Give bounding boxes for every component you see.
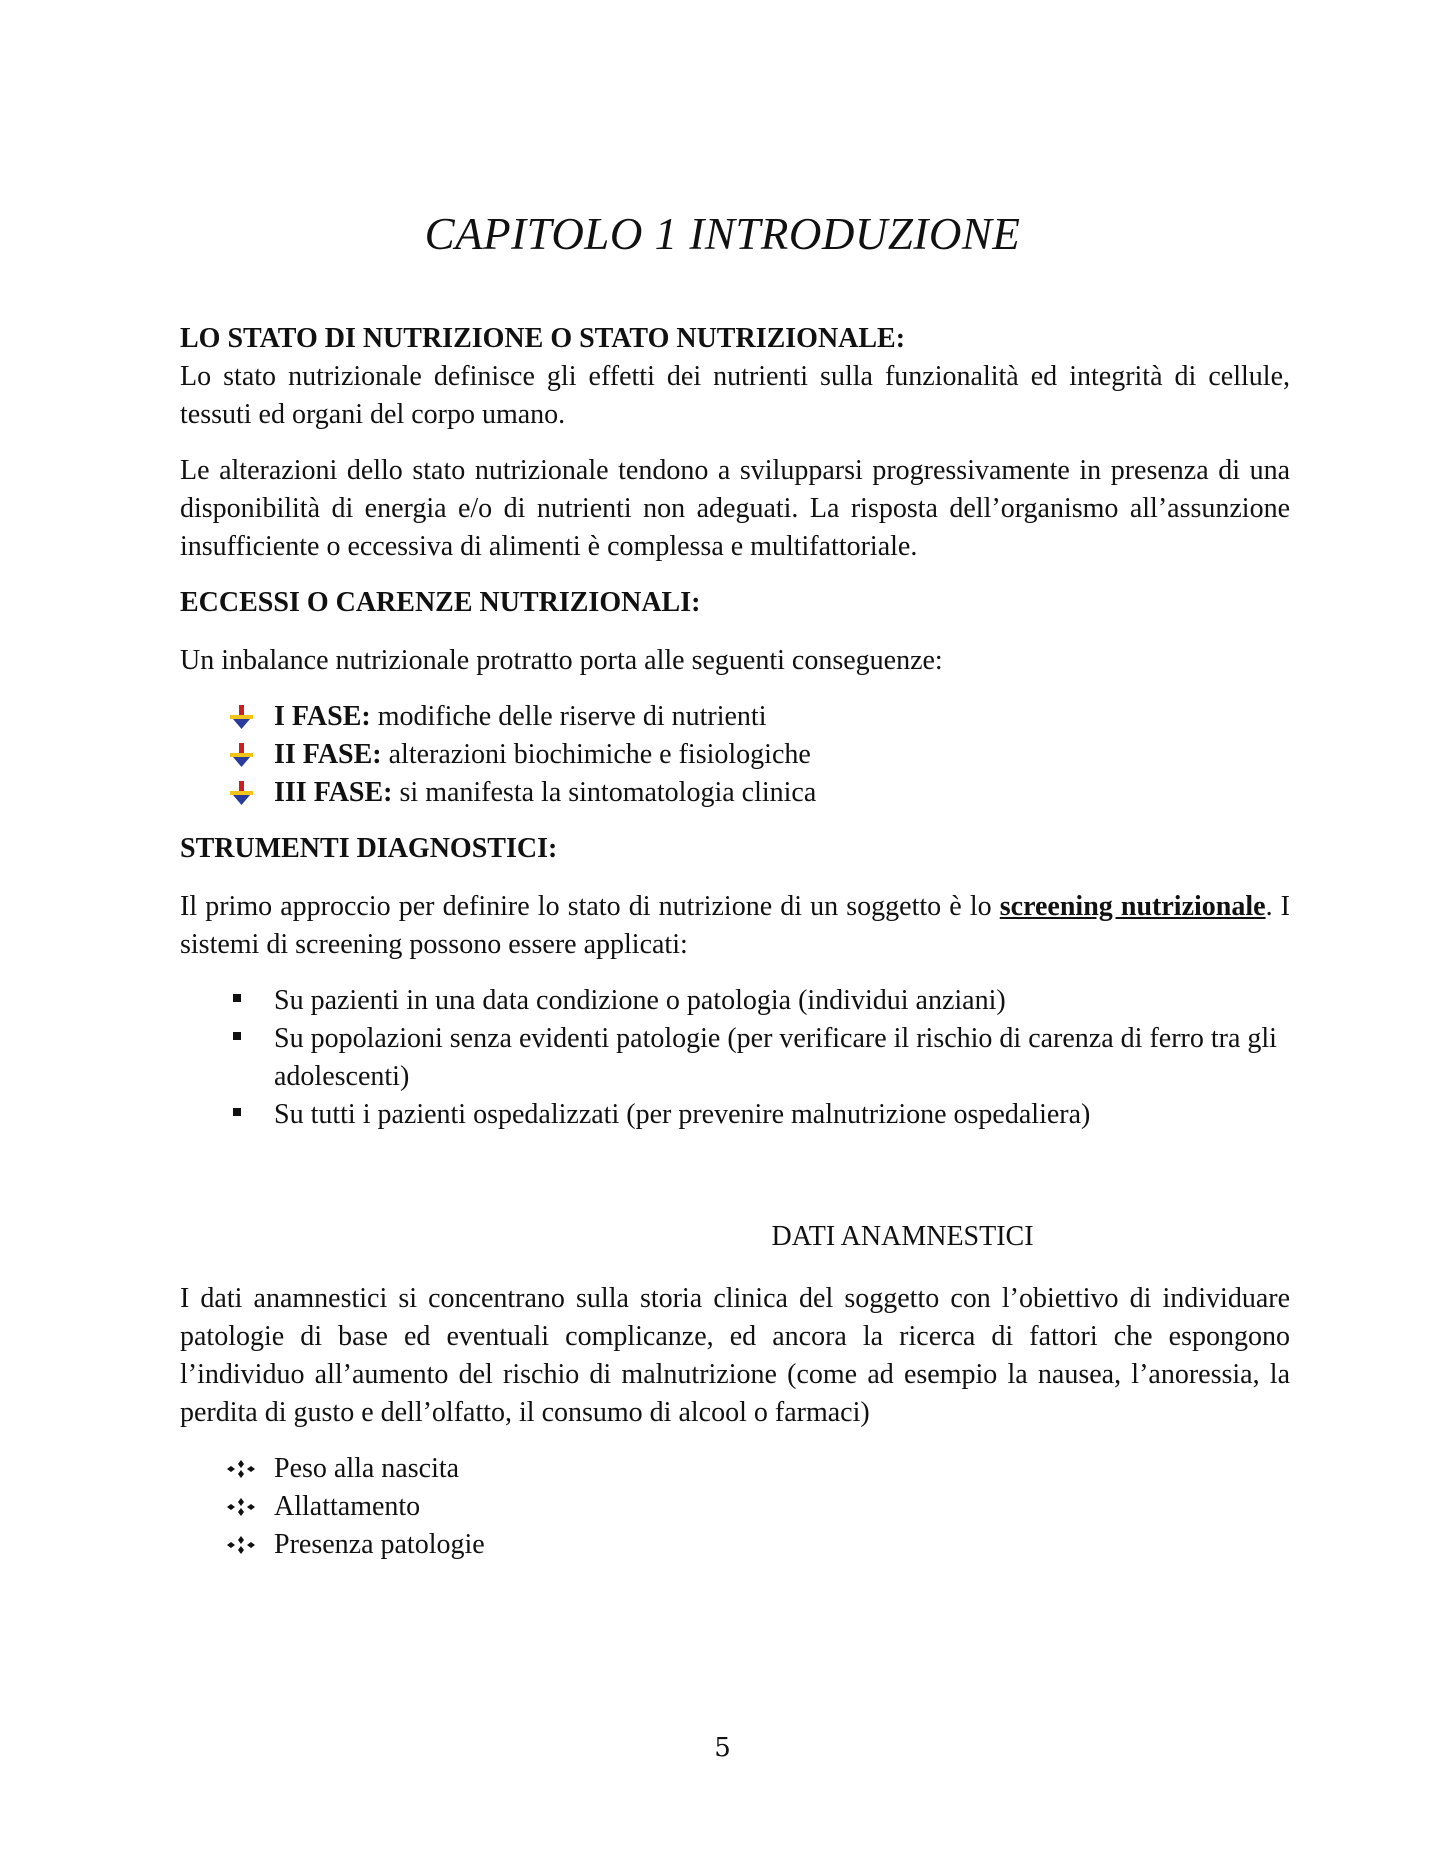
list-item-text: Presenza patologie xyxy=(274,1529,485,1560)
phase-text: alterazioni biochimiche e fisiologiche xyxy=(388,739,811,770)
diamond-bullet-icon xyxy=(226,1450,256,1488)
page-number: 5 xyxy=(714,1733,731,1763)
arrow-down-icon xyxy=(226,698,256,736)
list-item-text: Su pazienti in una data condizione o patologia (individui anziani) xyxy=(274,985,1006,1016)
section-heading-strumenti-diagnostici: STRUMENTI DIAGNOSTICI: xyxy=(180,833,558,864)
bullet-list xyxy=(180,982,1290,1134)
section-heading-stato-nutrizione: LO STATO DI NUTRIZIONE O STATO NUTRIZIONALE: xyxy=(180,323,906,354)
paragraph: Un inbalance nutrizionale protratto porta alle seguenti conseguenze: xyxy=(180,645,943,676)
paragraph xyxy=(180,888,1290,964)
diamond-bullet-icon xyxy=(226,1488,256,1526)
section-heading-eccessi-carenze: ECCESSI O CARENZE NUTRIZIONALI: xyxy=(180,587,701,618)
diamond-bullet-icon xyxy=(226,1526,256,1564)
chapter-title: CAPITOLO 1 INTRODUZIONE xyxy=(424,209,1021,260)
section-heading-dati-anamnestici: DATI ANAMNESTICI xyxy=(771,1221,1034,1252)
arrow-down-icon xyxy=(226,774,256,812)
page-content xyxy=(180,320,1290,1564)
list-item xyxy=(180,1020,1290,1096)
list-item xyxy=(180,1488,1290,1526)
list-item xyxy=(180,982,1290,1020)
list-item-text: Allattamento xyxy=(274,1491,421,1522)
list-item xyxy=(180,774,1290,812)
list-item-text: Su popolazioni senza evidenti patologie (per verificare il rischio di carenza di ferro tra gli adolescenti) xyxy=(274,1023,1277,1092)
list-item xyxy=(180,1526,1290,1564)
paragraph: Lo stato nutrizionale definisce gli effetti dei nutrienti sulla funzionalità ed integrità di cellule, tessuti ed organi del corpo umano. xyxy=(180,361,1290,430)
paragraph: Le alterazioni dello stato nutrizionale tendono a svilupparsi progressivamente in presenza di una disponibilità di energia e/o di nutrienti non adeguati. La risposta dell’organismo all’assunzione insufficiente o eccessiva di alimenti è complessa e multifattoriale. xyxy=(180,455,1290,562)
list-item-text: Su tutti i pazienti ospedalizzati (per prevenire malnutrizione ospedaliera) xyxy=(274,1099,1091,1130)
phase-label: I FASE: xyxy=(274,701,371,732)
paragraph: I dati anamnestici si concentrano sulla storia clinica del soggetto con l’obiettivo di individuare patologie di base ed eventuali complicanze, ed ancora la ricerca di fattori che espongono l’individuo all’aumento del rischio di malnutrizione (come ad esempio la nausea, l’anoressia, la perdita di gusto e dell’olfatto, il consumo di alcool o farmaci) xyxy=(180,1283,1290,1428)
phase-list xyxy=(180,698,1290,812)
phase-text: si manifesta la sintomatologia clinica xyxy=(399,777,817,808)
phase-label: II FASE: xyxy=(274,739,382,770)
square-bullet-icon xyxy=(226,1096,256,1134)
diamond-list xyxy=(180,1450,1290,1564)
arrow-down-icon xyxy=(226,736,256,774)
paragraph-text: Il primo approccio per definire lo stato di nutrizione di un soggetto è lo xyxy=(180,891,992,922)
paragraph-text: . I sistemi di screening possono essere applicati: xyxy=(180,891,1291,960)
square-bullet-icon xyxy=(226,982,256,1020)
list-item xyxy=(180,736,1290,774)
list-item xyxy=(180,1450,1290,1488)
screening-term: screening nutrizionale xyxy=(999,891,1266,922)
phase-label: III FASE: xyxy=(274,777,393,808)
list-item xyxy=(180,1096,1290,1134)
list-item-text: Peso alla nascita xyxy=(274,1453,460,1484)
list-item xyxy=(180,698,1290,736)
phase-text: modifiche delle riserve di nutrienti xyxy=(377,701,767,732)
square-bullet-icon xyxy=(226,1020,256,1058)
